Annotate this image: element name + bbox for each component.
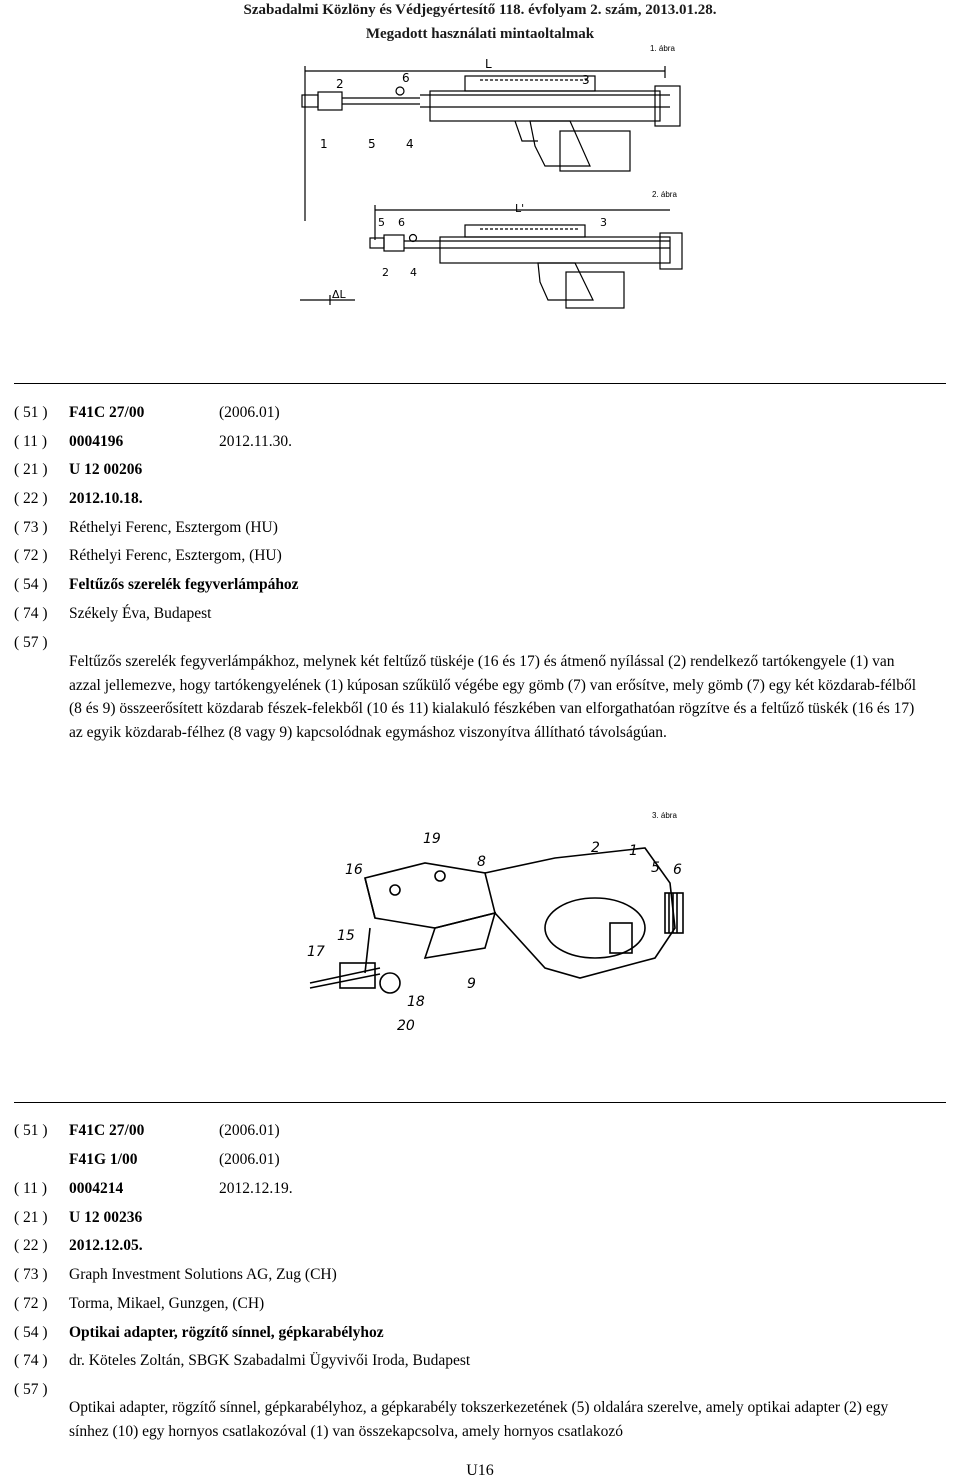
fig2-callout-2: 2 [382,266,389,279]
ipc-class: F41C 27/00 [69,404,145,421]
figure-1-label: 1. ábra [650,44,675,53]
fig3-callout-18: 18 [407,994,425,1010]
application-number: U 12 00206 [69,461,143,478]
fig1-callout-5: 5 [368,137,376,151]
entry2-abstract: Optikai adapter, rögzítő sínnel, gépkarabélyhoz, a gépkarabély tokszerkezetének (5) oldalára szerelve, amely optikai adapter (2) egy sínhez (10) egy hornyos csatlakozóval (1) van összekapcsolva, amely hornyos csatlakozó [69,1399,889,1440]
fig3-callout-9: 9 [467,976,476,992]
fig3-callout-20: 20 [397,1018,415,1034]
inid-code: ( 51 ) [14,1122,48,1139]
owner: Graph Investment Solutions AG, Zug (CH) [69,1266,337,1283]
divider-bottom [14,1102,946,1103]
fig3-callout-5: 5 [651,860,660,876]
inid-code: ( 74 ) [14,605,48,622]
fig3-callout-6: 6 [673,862,682,878]
page-number: U16 [466,1462,494,1479]
section-title: Megadott használati mintaoltalmak [365,26,595,42]
figure-2-drawing [300,200,700,330]
ipc-class: F41G 1/00 [69,1151,138,1168]
entry1-abstract: Feltűzős szerelék fegyverlámpákhoz, melynek két feltűző tüskéje (16 és 17) és átmenő nyílással (2) rendelkező tartókengyele (1) van azzal jellemezve, hogy tartókengyelének (1) kúposan szűkülő végébe egy gömb (7) van erősítve, mely gömb (7) egy két közdarab-félből (8 és 9) összeerősített közdarab fészek-felekből (10 és 11) kialakuló fészkében van elforgathatóan rögzítve és a feltűző tüskék (16 és 17) az egyik közdarab-félhez (8 vagy 9) kapcsolódnak egymáshoz viszonyítva állítható távolságúan. [69,653,917,741]
owner: Réthelyi Ferenc, Esztergom (HU) [69,519,278,536]
inid-code: ( 11 ) [14,1180,47,1197]
fig3-callout-8: 8 [477,854,486,870]
fig3-callout-1: 1 [629,843,638,859]
inid-code: ( 22 ) [14,1237,48,1254]
figure-2-label: 2. ábra [652,190,677,199]
fig1-callout-6: 6 [402,71,410,85]
fig2-callout-Lprime: L' [515,202,525,215]
inventor: Réthelyi Ferenc, Esztergom, (HU) [69,547,282,564]
fig3-callout-17: 17 [307,944,325,960]
registration-number: 0004214 [69,1180,124,1197]
inid-code: ( 57 ) [14,634,48,651]
filing-date: 2012.12.05. [69,1237,143,1254]
registration-number: 0004196 [69,433,124,450]
fig3-callout-15: 15 [337,928,355,944]
fig1-callout-L: L [485,57,492,71]
inid-code: ( 21 ) [14,461,48,478]
registration-date: 2012.12.19. [219,1180,293,1197]
figure-3-label: 3. ábra [652,811,677,820]
fig3-callout-19: 19 [423,831,441,847]
inid-code: ( 11 ) [14,433,47,450]
fig1-callout-1: 1 [320,137,328,151]
registration-date: 2012.11.30. [219,433,293,450]
fig1-callout-4: 4 [406,137,414,151]
fig2-callout-6: 6 [398,216,405,229]
fig3-callout-16: 16 [345,862,363,878]
figure-1-drawing [290,46,960,221]
representative: dr. Köteles Zoltán, SBGK Szabadalmi Ügyvivői Iroda, Budapest [69,1352,471,1369]
journal-title: Szabadalmi Közlöny és Védjegyértesítő 118. évfolyam 2. szám, 2013.01.28. [243,2,717,18]
ipc-version: (2006.01) [219,404,280,421]
ipc-version: (2006.01) [219,1122,280,1139]
fig2-callout-deltaL: ΔL [332,288,346,301]
inid-code: ( 72 ) [14,1295,48,1312]
fig2-callout-3: 3 [600,216,607,229]
inid-code: ( 72 ) [14,547,48,564]
inid-code: ( 73 ) [14,1266,48,1283]
fig2-callout-5: 5 [378,216,385,229]
ipc-class: F41C 27/00 [69,1122,145,1139]
inid-code: ( 57 ) [14,1381,48,1398]
inid-code: ( 21 ) [14,1209,48,1226]
title: Optikai adapter, rögzítő sínnel, gépkarabélyhoz [69,1324,384,1341]
inid-code: ( 73 ) [14,519,48,536]
inventor: Torma, Mikael, Gunzgen, (CH) [69,1295,265,1312]
representative: Székely Éva, Budapest [69,605,212,622]
inid-code: ( 51 ) [14,404,48,421]
fig1-callout-2: 2 [336,77,344,91]
fig2-callout-4: 4 [410,266,417,279]
fig1-callout-3: 3 [582,73,590,87]
application-number: U 12 00236 [69,1209,143,1226]
filing-date: 2012.10.18. [69,490,143,507]
inid-code: ( 74 ) [14,1352,48,1369]
inid-code: ( 22 ) [14,490,48,507]
inid-code: ( 54 ) [14,576,48,593]
figure-3-drawing [285,828,705,1038]
inid-code: ( 54 ) [14,1324,48,1341]
divider-top [14,383,946,384]
ipc-version: (2006.01) [219,1151,280,1168]
title: Feltűzős szerelék fegyverlámpához [69,576,299,593]
fig3-callout-2: 2 [591,840,600,856]
